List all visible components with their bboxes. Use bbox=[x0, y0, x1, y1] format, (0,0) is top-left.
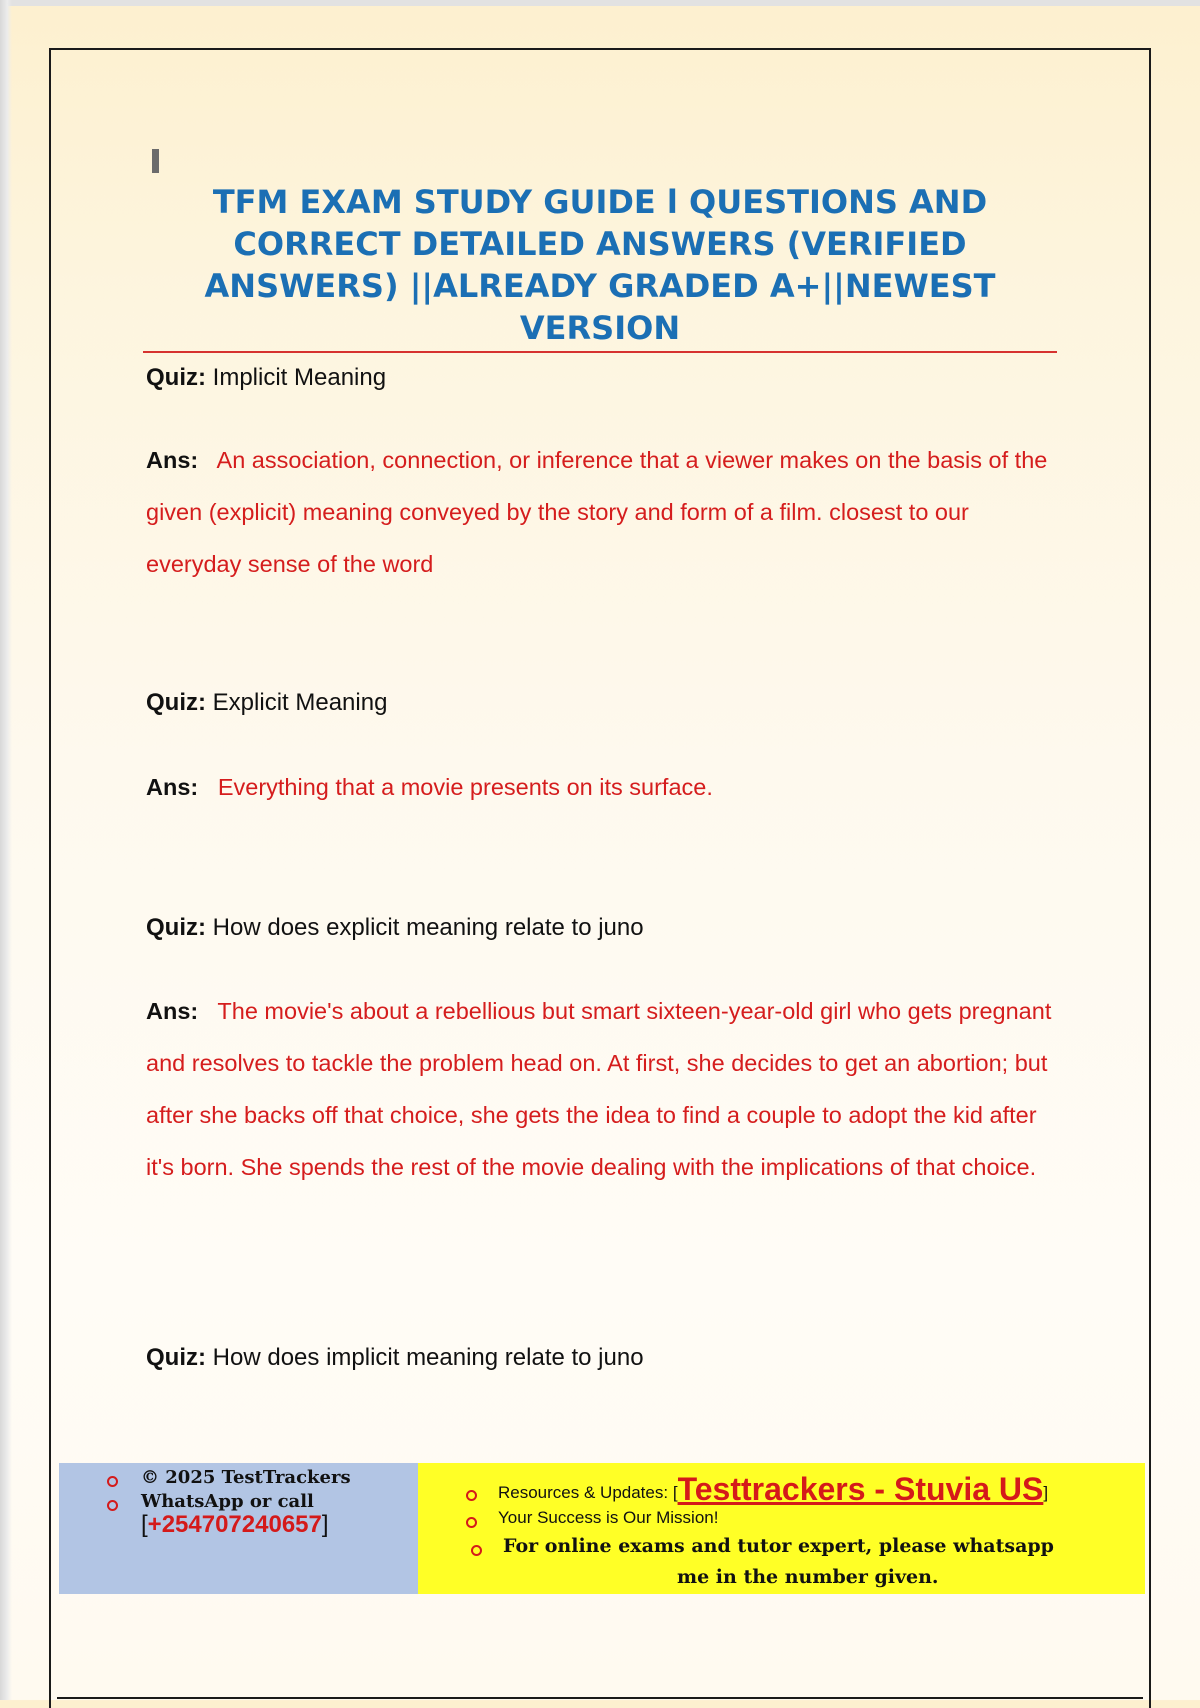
footer-banner bbox=[59, 1463, 1145, 1594]
bullet-icon bbox=[471, 1545, 482, 1556]
footer-phone: [+254707240657] bbox=[141, 1511, 329, 1538]
question-text: Implicit Meaning bbox=[212, 364, 387, 391]
quiz-question-2 bbox=[146, 687, 1056, 719]
answer-text: The movie's about a rebellious but smart sixteen-year-old girl who gets pregnant and resolves to tackle the problem head on. At first, she decides to get an abortion; but after she backs off that choice, she gets the idea to find a couple to adopt the kid after it's born. She spends the rest of the movie dealing with the implications of that choice. bbox=[146, 998, 1052, 1180]
quiz-answer-3 bbox=[146, 985, 1056, 1193]
quiz-question-1 bbox=[146, 362, 1056, 394]
footer-mission: Your Success is Our Mission! bbox=[498, 1508, 719, 1527]
bullet-icon bbox=[107, 1476, 118, 1487]
phone-number: +254707240657 bbox=[147, 1511, 322, 1538]
document-title: TFM EXAM STUDY GUIDE l QUESTIONS AND CORRECT DETAILED ANSWERS (VERIFIED ANSWERS) ||ALREADY GRADED A+||NEWEST VERSION bbox=[204, 183, 996, 347]
footer-contact-label: WhatsApp or call bbox=[141, 1491, 314, 1512]
footer-resources-line: Resources & Updates: [Testtrackers - Stuvia US] bbox=[498, 1471, 1049, 1507]
question-text: Explicit Meaning bbox=[212, 689, 388, 716]
footer-contact-panel bbox=[59, 1463, 418, 1594]
quiz-answer-2 bbox=[146, 761, 1056, 813]
question-text: How does implicit meaning relate to juno bbox=[212, 1344, 644, 1371]
resources-label: Resources & Updates: bbox=[498, 1483, 669, 1502]
quiz-label: Quiz: bbox=[146, 914, 206, 941]
quiz-label: Quiz: bbox=[146, 689, 206, 716]
bullet-icon bbox=[107, 1500, 118, 1511]
page-bottom-rule bbox=[57, 1697, 1143, 1699]
quiz-answer-1 bbox=[146, 434, 1056, 590]
ans-label: Ans: bbox=[146, 998, 199, 1024]
footer-resources-panel bbox=[418, 1463, 1145, 1594]
quiz-question-4 bbox=[146, 1342, 1056, 1374]
bullet-icon bbox=[466, 1517, 477, 1528]
text-cursor-icon bbox=[152, 149, 159, 173]
ans-label: Ans: bbox=[146, 774, 199, 800]
quiz-question-3 bbox=[146, 912, 1056, 944]
answer-text: An association, connection, or inference that a viewer makes on the basis of the given (explicit) meaning conveyed by the story and form of a film. closest to our everyday sense of the word bbox=[146, 447, 1048, 577]
bullet-icon bbox=[466, 1490, 477, 1501]
ans-label: Ans: bbox=[146, 447, 199, 473]
stuvia-link[interactable]: Testtrackers - Stuvia US bbox=[677, 1471, 1044, 1507]
viewer-left-edge bbox=[0, 0, 12, 1700]
quiz-label: Quiz: bbox=[146, 364, 206, 391]
footer-tutor-line-2: me in the number given. bbox=[677, 1566, 939, 1588]
viewer-top-edge bbox=[0, 0, 1200, 6]
footer-tutor-line-1: For online exams and tutor expert, please whatsapp bbox=[503, 1535, 1054, 1557]
quiz-label: Quiz: bbox=[146, 1344, 206, 1371]
title-divider bbox=[143, 351, 1057, 353]
footer-copyright: © 2025 TestTrackers bbox=[141, 1467, 351, 1488]
question-text: How does explicit meaning relate to juno bbox=[212, 914, 644, 941]
answer-text: Everything that a movie presents on its surface. bbox=[217, 774, 713, 800]
